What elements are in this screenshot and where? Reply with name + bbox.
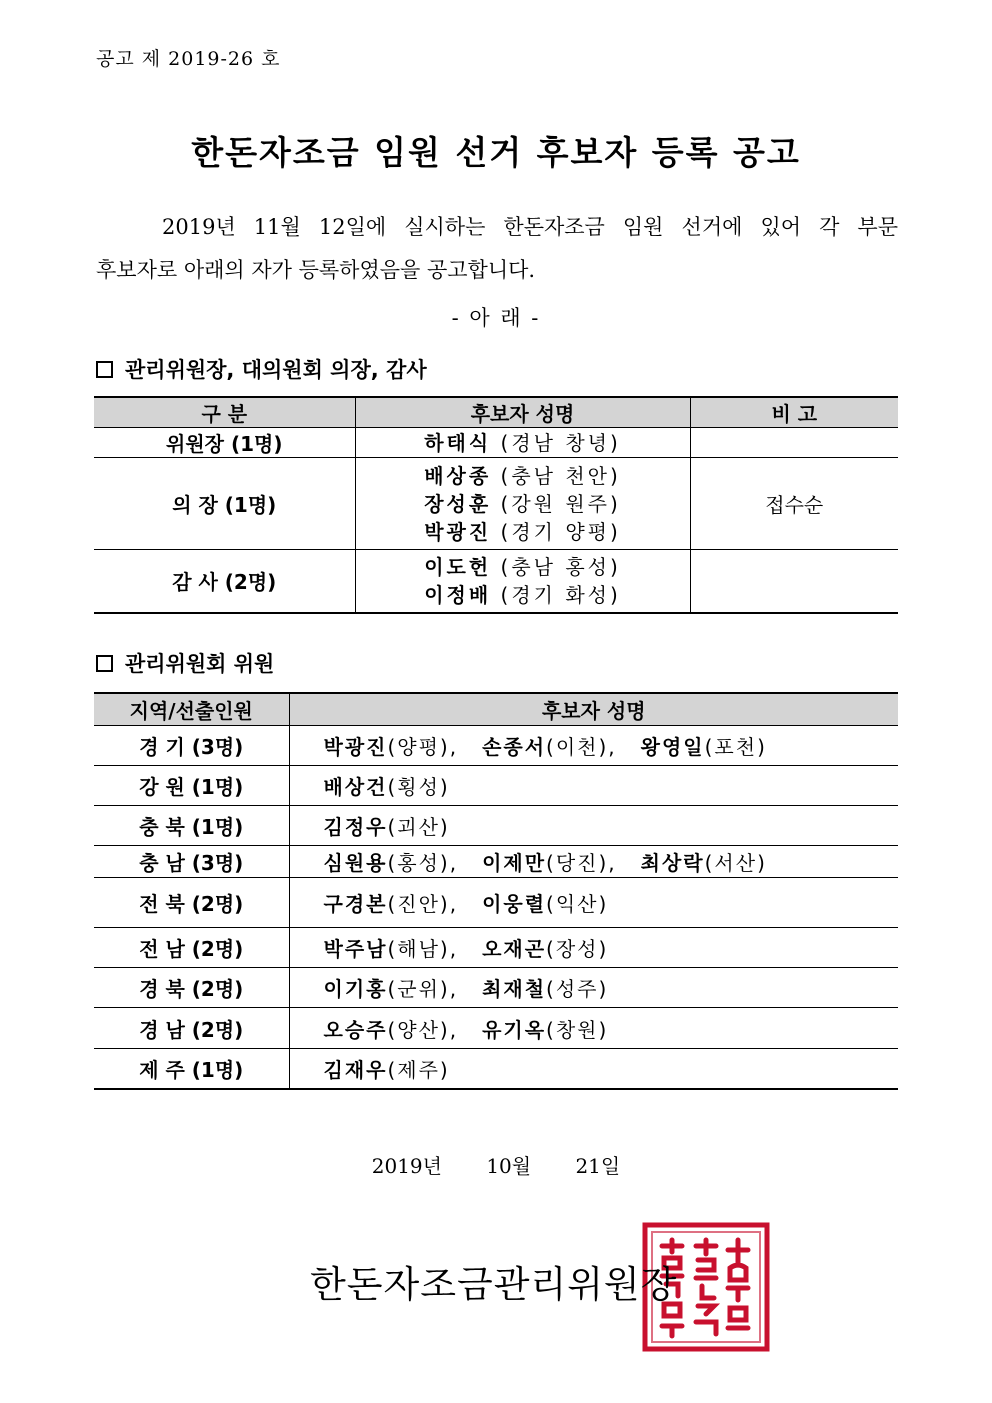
region-cell: 충 남 (3명) [94,846,289,878]
candidate-loc: (이천), [546,735,617,759]
candidate-name: 이기홍 [323,977,388,1001]
table-header-row [94,397,898,428]
candidate-name: 최상락 [640,851,705,875]
candidate-name: 이정배 [424,582,492,607]
candidate-loc: (제주) [387,1057,450,1082]
candidate-entry [356,429,690,457]
table-row [94,878,898,928]
region-cell: 충 북 (1명) [94,806,289,846]
row-category: 위원장 (1명) [94,428,355,458]
candidate-name: 오재곤 [482,937,547,961]
document-number: 공고 제 2019-26 호 [96,48,281,70]
candidate-name: 박주남 [323,937,388,961]
candidate-name: 유기옥 [482,1017,547,1042]
intro-paragraph [96,206,898,292]
candidate-loc: (횡성) [387,775,450,799]
candidate-cell [289,846,898,878]
committee-candidates-table [94,692,898,1090]
candidate-loc: (해남), [387,937,459,961]
candidate-cell [289,766,898,806]
table-row [94,846,898,878]
candidate-name: 배상종 [424,463,492,488]
candidate-loc: (당진), [546,851,617,875]
candidate-name: 김재우 [323,1057,388,1082]
candidate-cell [289,1049,898,1089]
candidate-region: (경기 화성) [500,582,621,607]
candidate-name: 하태식 [424,430,492,455]
candidate-loc: (양산), [387,1017,459,1042]
candidate-entry [356,490,690,518]
candidate-loc: (서산) [704,851,767,875]
candidate-name: 손종서 [482,735,547,759]
section-heading-officers [96,354,427,384]
table-row [94,428,898,458]
region-cell: 강 원 (1명) [94,766,289,806]
table-row [94,806,898,846]
header-candidate: 후보자 성명 [289,693,898,726]
candidate-cell [289,878,898,928]
table-row [94,458,898,550]
row-category: 의 장 (1명) [94,458,355,550]
candidate-loc: (포천) [704,735,767,759]
candidate-region: (강원 원주) [500,491,621,516]
region-cell: 경 북 (2명) [94,968,289,1008]
checkbox-square-icon [96,655,113,672]
candidate-name: 장성훈 [424,491,492,516]
candidate-name: 오승주 [323,1017,388,1042]
candidate-cell [289,928,898,968]
candidate-cell [289,1008,898,1049]
candidate-name: 최재철 [482,977,547,1001]
candidate-loc: (창원) [546,1017,609,1042]
table-row [94,928,898,968]
region-cell: 경 남 (2명) [94,1008,289,1049]
candidate-region: (경기 양평) [500,519,621,544]
table-row [94,766,898,806]
section-heading-text: 관리위원장, 대의원회 의장, 감사 [125,358,427,382]
region-cell: 전 남 (2명) [94,928,289,968]
region-cell: 제 주 (1명) [94,1049,289,1089]
candidate-name: 구경본 [323,892,388,916]
candidate-loc: (양평), [387,735,459,759]
checkbox-square-icon [96,361,113,378]
officers-candidates-table [94,396,898,614]
issue-date: 2019년 10월 21일 [371,1154,621,1178]
candidate-cell [289,726,898,766]
row-note [690,550,898,613]
candidate-loc: (괴산) [387,815,450,839]
candidate-cell [289,968,898,1008]
candidate-cell [289,806,898,846]
table-row [94,550,898,613]
candidate-cell [355,550,690,613]
intro-line-2: 후보자로 아래의 자가 등록하였음을 공고합니다. [96,258,536,282]
candidate-entry [356,462,690,490]
candidate-entry [356,553,690,581]
header-category: 구 분 [94,397,355,428]
candidate-loc: (성주) [546,977,609,1001]
candidate-loc: (진안), [387,892,459,916]
section-heading-committee [96,648,274,678]
candidate-region: (경남 창녕) [500,430,621,455]
candidate-region: (충남 천안) [500,463,621,488]
page-title: 한돈자조금 임원 선거 후보자 등록 공고 [191,133,801,172]
candidate-loc: (군위), [387,977,459,1001]
candidate-region: (충남 홍성) [500,554,621,579]
candidate-name: 심원용 [323,851,388,875]
candidate-name: 배상건 [323,775,388,799]
candidate-name: 이제만 [482,851,547,875]
candidate-name: 박광진 [323,735,388,759]
region-cell: 전 북 (2명) [94,878,289,928]
header-region: 지역/선출인원 [94,693,289,726]
candidate-loc: (장성) [546,937,609,961]
section-heading-text: 관리위원회 위원 [125,652,275,676]
row-category: 감 사 (2명) [94,550,355,613]
candidate-name: 김정우 [323,815,388,839]
candidate-loc: (익산) [546,892,609,916]
region-cell: 경 기 (3명) [94,726,289,766]
header-candidate: 후보자 성명 [355,397,690,428]
header-note: 비 고 [690,397,898,428]
candidate-cell [355,428,690,458]
candidate-cell [355,458,690,550]
row-note: 접수순 [690,458,898,550]
table-row [94,968,898,1008]
intro-line-1: 2019년 11월 12일에 실시하는 한돈자조금 임원 선거에 있어 각 부문 [162,215,898,239]
candidate-name: 이웅렬 [482,892,547,916]
signer-title: 한돈자조금관리위원장 [310,1263,678,1306]
candidate-entry [356,518,690,546]
candidate-name: 박광진 [424,519,492,544]
candidate-name: 왕영일 [640,735,705,759]
candidate-entry [356,581,690,609]
candidate-name: 이도헌 [424,554,492,579]
table-header-row [94,693,898,726]
row-note [690,428,898,458]
candidate-loc: (홍성), [387,851,459,875]
table-row [94,1049,898,1089]
table-row [94,1008,898,1049]
below-marker: - 아 래 - [451,306,541,330]
table-row [94,726,898,766]
